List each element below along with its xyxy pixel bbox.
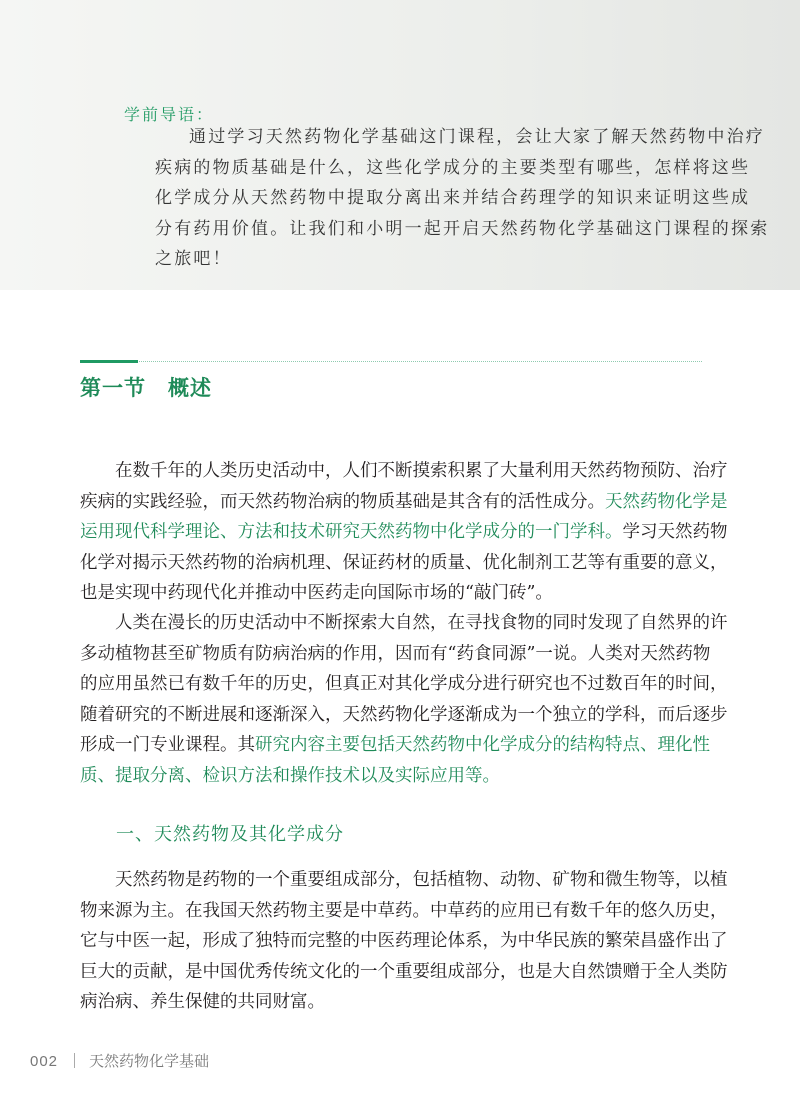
intro-line: 分有药用价值。让我们和小明一起开启天然药物化学基础这门课程的探索 [155,218,770,239]
text-line: 病治病、养生保健的共同财富。 [80,992,325,1012]
subsection-heading: 一、天然药物及其化学成分 [116,824,344,845]
intro-line: 之旅吧！ [155,249,232,269]
page-number: 002 [30,1053,59,1070]
text-line [80,517,728,548]
section-divider [80,361,702,362]
intro-line: 化学成分从天然药物中提取分离出来并结合药理学的知识来证明这些成 [155,188,751,208]
book-title: 天然药物化学基础 [89,1053,210,1070]
text-segment: 学习天然药物 [622,522,728,542]
text-line [80,730,720,761]
intro-label: 学前导语： [124,105,215,124]
text-line: 天然药物是药物的一个重要组成部分，包括植物、动物、矿物和微生物等，以植 [115,870,728,890]
text-line: 巨大的贡献，是中国优秀传统文化的一个重要组成部分，也是大自然馈赠于全人类防 [80,961,728,982]
highlighted-research-content: 质、提取分离、检识方法和操作技术以及实际应用等。 [80,765,500,786]
text-line: 多动植物甚至矿物质有防病治病的作用，因而有“药食同源”一说。人类对天然药物 [80,643,711,664]
text-line: 人类在漫长的历史活动中不断探索大自然，在寻找食物的同时发现了自然界的许 [115,613,728,633]
text-line: 也是实现中药现代化并推动中医药走向国际市场的“敲门砖”。 [80,583,553,603]
intro-line: 疾病的物质基础是什么，这些化学成分的主要类型有哪些，怎样将这些 [155,157,751,178]
text-line: 的应用虽然已有数千年的历史，但真正对其化学成分进行研究也不过数百年的时间， [80,674,728,694]
paragraph-3 [80,865,728,1018]
text-line: 随着研究的不断进展和逐渐深入，天然药物化学逐渐成为一个独立的学科，而后逐步 [80,704,728,725]
section-number: 第一节 [80,375,146,400]
text-line [80,487,728,518]
text-segment: 形成一门专业课程。其 [80,735,255,755]
paragraph-1 [80,456,728,609]
footer-separator [74,1053,75,1068]
section-title: 概述 [168,375,212,400]
highlighted-definition: 运用现代科学理论、方法和技术研究天然药物中化学成分的一门学科。 [80,522,623,542]
text-line: 物来源为主。在我国天然药物主要是中草药。中草药的应用已有数千年的悠久历史， [80,900,728,921]
section-divider-accent [80,360,138,363]
text-line: 它与中医一起，形成了独特而完整的中医药理论体系，为中华民族的繁荣昌盛作出了 [80,931,728,951]
section-heading [80,372,212,402]
intro-line: 通过学习天然药物化学基础这门课程，会让大家了解天然药物中治疗 [189,127,765,147]
page-footer [30,1050,209,1071]
text-line: 化学对揭示天然药物的治病机理、保证药材的质量、优化制剂工艺等有重要的意义， [80,552,728,573]
paragraph-2 [80,608,728,791]
intro-text [155,122,770,275]
highlighted-research-content: 研究内容主要包括天然药物中化学成分的结构特点、理化性 [255,735,710,755]
text-line: 在数千年的人类历史活动中，人们不断摸索积累了大量利用天然药物预防、治疗 [115,461,728,481]
text-segment: 疾病的实践经验，而天然药物治病的物质基础是其含有的活性成分。 [80,491,605,512]
highlighted-definition: 天然药物化学是 [605,491,728,512]
